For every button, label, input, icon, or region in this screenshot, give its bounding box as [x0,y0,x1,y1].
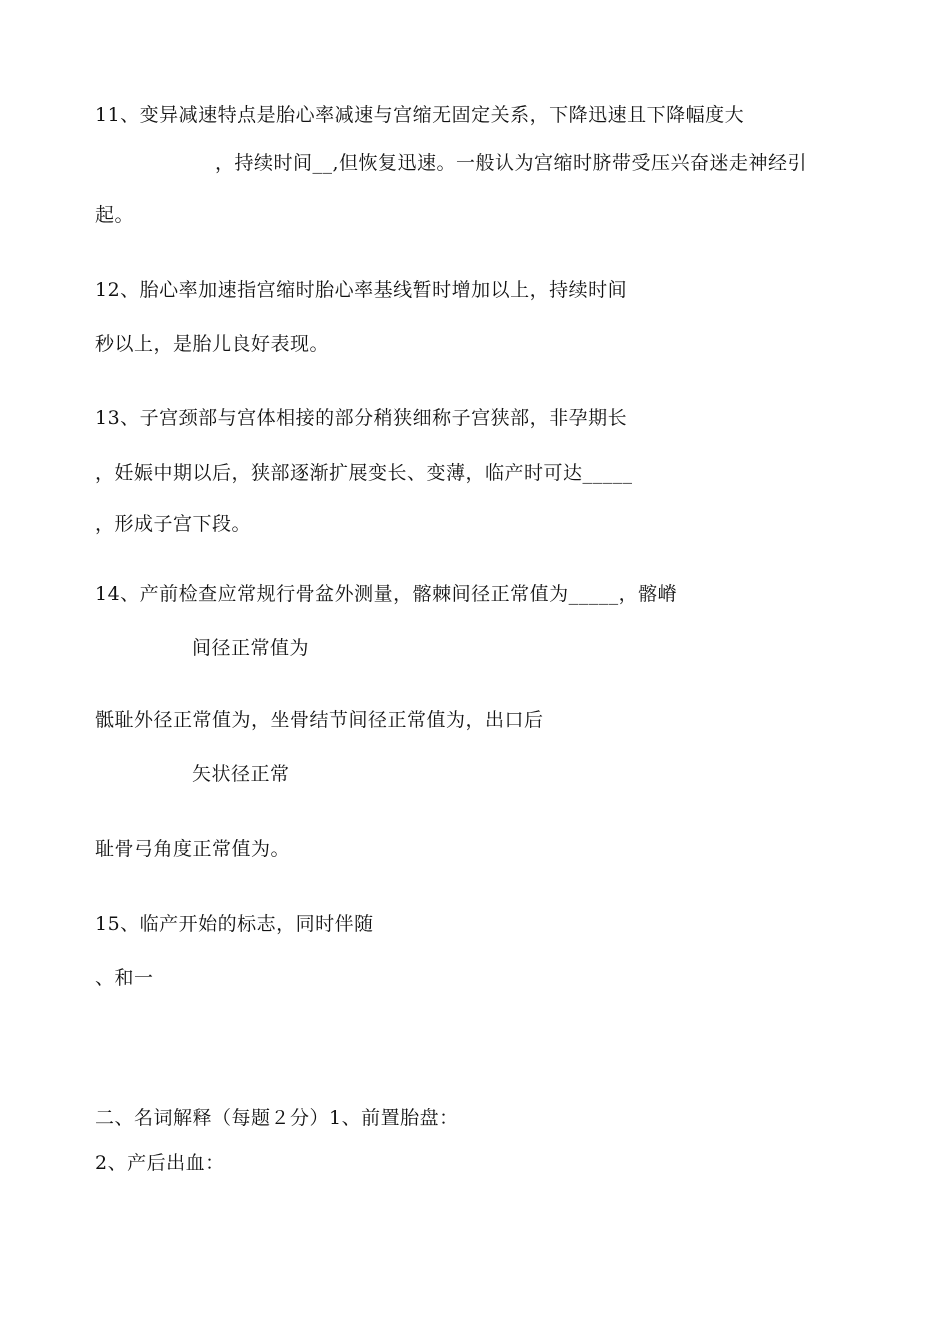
q14-line-3: 骶耻外径正常值为，坐骨结节间径正常值为，出口后 [95,709,544,731]
q15-line-2: 、和一 [95,967,154,989]
q13-line-3: ，形成子宫下段。 [95,513,252,535]
q15-line-1: 15、临产开始的标志，同时伴随 [95,913,374,935]
q12-line-1: 12、胎心率加速指宫缩时胎心率基线暂时增加以上，持续时间 [95,279,628,301]
q12-line-2: 秒以上，是胎儿良好表现。 [95,333,330,355]
q14-line-1: 14、产前检查应常规行骨盆外测量，髂棘间径正常值为_____，髂嵴 [95,583,678,605]
q11-line-2: ，持续时间__,但恢复迅速。一般认为宫缩时脐带受压兴奋迷走神经引 [215,152,808,174]
q11-line-1: 11、变异减速特点是胎心率减速与宫缩无固定关系，下降迅速且下降幅度大 [95,104,745,126]
q14-line-5: 耻骨弓角度正常值为。 [95,838,291,860]
q13-line-1: 13、子宫颈部与宫体相接的部分稍狭细称子宫狭部，非孕期长 [95,407,628,429]
section-2-heading: 二、名词解释（每题２分）1、前置胎盘： [95,1107,459,1129]
q13-line-2: ，妊娠中期以后，狭部逐渐扩展变长、变薄，临产时可达_____ [95,462,633,484]
section-2-item-2: 2、产后出血： [95,1152,225,1174]
q14-line-2: 间径正常值为 [192,637,310,659]
q14-line-4: 矢状径正常 [192,763,290,785]
q11-line-3: 起。 [95,204,135,226]
